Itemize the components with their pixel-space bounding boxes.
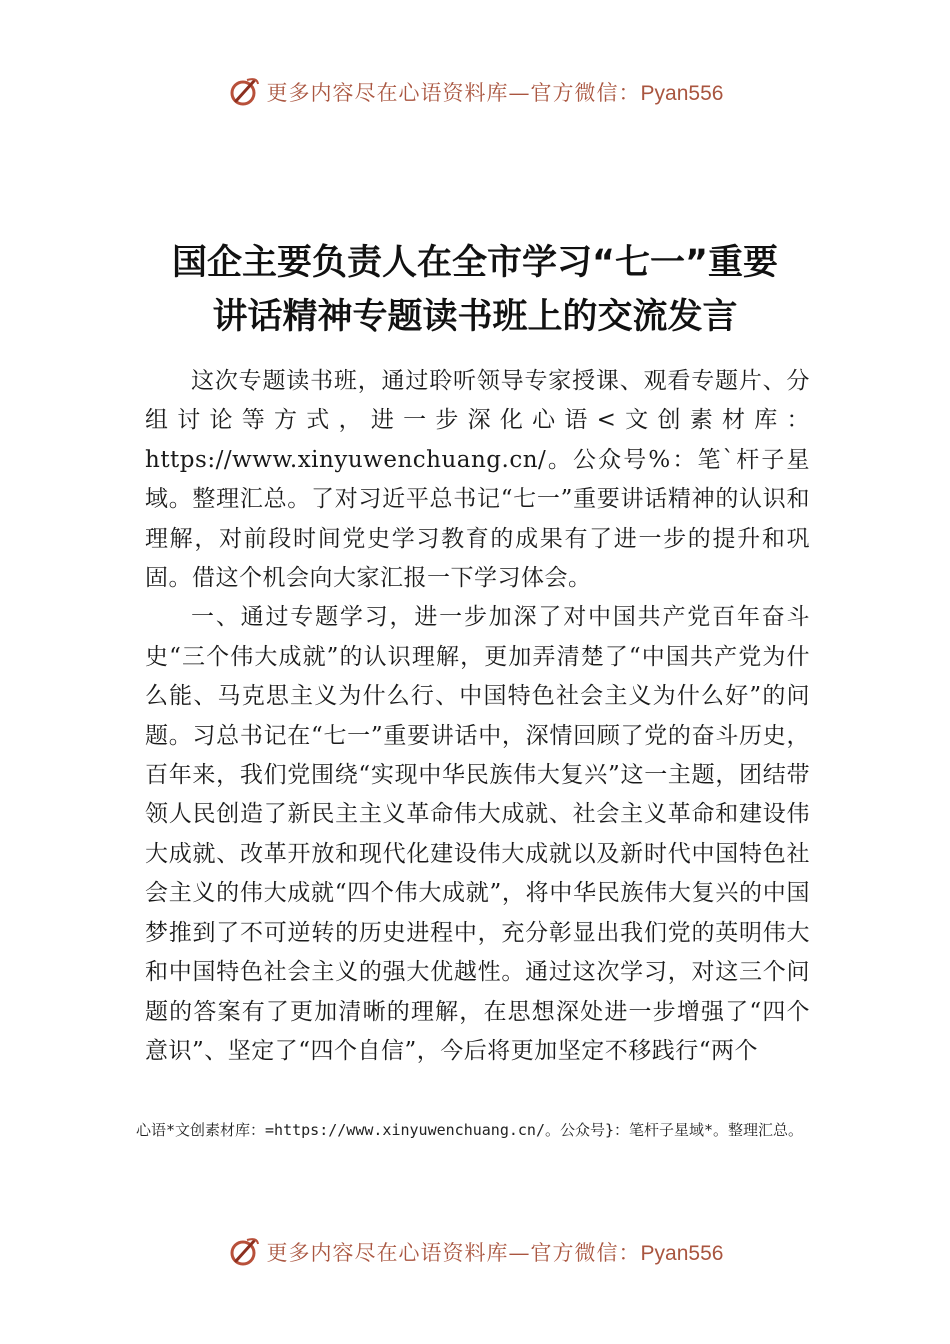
footer-banner <box>0 1232 950 1272</box>
paragraph-2: 一、通过专题学习，进一步加深了对中国共产党百年奋斗史“三个伟大成就”的认识理解，更加弄清楚了“中国共产党为什么能、马克思主义为什么行、中国特色社会主义为什么好”的问题。习总书记在“七一”重要讲话中，深情回顾了党的奋斗历史，百年来，我们党围绕“实现中华民族伟大复兴”这一主题，团结带领人民创造了新民主主义革命伟大成就、社会主义革命和建设伟大成就、改革开放和现代化建设伟大成就以及新时代中国特色社会主义的伟大成就“四个伟大成就”，将中华民族伟大复兴的中国梦推到了不可逆转的历史进程中，充分彰显出我们党的英明伟大和中国特色社会主义的强大优越性。通过这次学习，对这三个问题的答案有了更加清晰的理解，在思想深处进一步增强了“四个意识”、坚定了“四个自信”，今后将更加坚定不移践行“两个 <box>145 604 810 1064</box>
brush-logo-icon <box>227 1235 261 1269</box>
document-body <box>145 362 810 1071</box>
document-title <box>100 236 850 344</box>
paragraph-1: 这次专题读书班，通过聆听领导专家授课、观看专题片、分组讨论等方式，进一步深化心语<文创素材库：https://www.xinyuwenchuang.cn/。公众号%：笔`杆子星域。整理汇总。了对习近平总书记“七一”重要讲话精神的认识和理解，对前段时间党史学习教育的成果有了进一步的提升和巩固。借这个机会向大家汇报一下学习体会。 <box>145 368 810 592</box>
brush-logo-icon <box>227 75 261 109</box>
header-banner-text: 更多内容尽在心语资料库—官方微信：Pyan556 <box>266 81 724 105</box>
title-line-2: 讲话精神专题读书班上的交流发言 <box>212 297 738 337</box>
page-footnote: 心语*文创素材库：=https://www.xinyuwenchuang.cn/。公众号}：笔杆子星域*。整理汇总。 <box>136 1121 804 1139</box>
header-banner <box>0 72 950 112</box>
footer-banner-text: 更多内容尽在心语资料库—官方微信：Pyan556 <box>266 1241 724 1265</box>
title-line-1: 国企主要负责人在全市学习“七一”重要 <box>171 243 778 283</box>
